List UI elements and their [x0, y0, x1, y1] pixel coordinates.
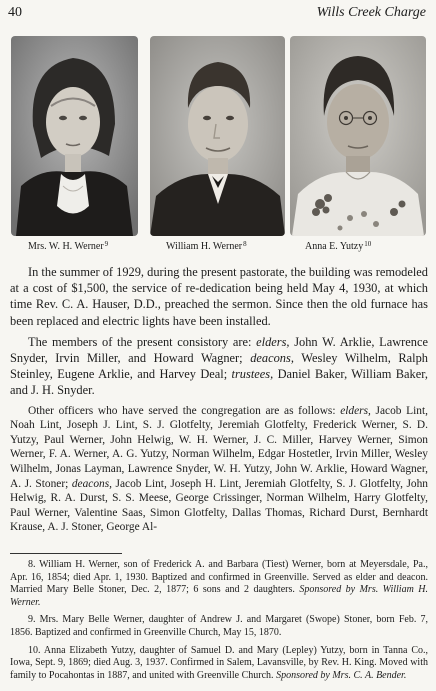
footnote-sponsor: Sponsored by Mrs. C. A. Bender. [276, 669, 407, 681]
role-label-trustees: trustees, [231, 367, 274, 382]
photo-caption-anna-yutzy [305, 240, 371, 252]
photo-caption-william-werner [166, 240, 247, 252]
paragraph-remodeling: In the summer of 1929, during the present pastorate, the building was remodeled at a cost of $1,500, the service of re-dedication being held May 4, 1930, at which time Rev. C. A. Hauser, D.D., preached the sermon. Since then the old furnace has been replaced and electric lights have been installed. [10, 265, 428, 328]
role-label-elders: elders, [256, 334, 290, 349]
body-text [10, 264, 428, 535]
portrait-william-werner [150, 36, 285, 236]
text-segment: John W. Arklie, Lawrence Snyder, Irvin Miller, and Howard Wagner; [10, 334, 428, 366]
footnote-9 [10, 614, 428, 639]
page-header [8, 5, 426, 25]
running-title: Wills Creek Charge [316, 5, 426, 20]
footnote-8 [10, 559, 428, 609]
footnote-text: 10. Anna Elizabeth Yutzy, daughter of Samuel D. and Mary (Lepley) Yutzy, born in Tanna Co., Iowa, Sept. 9, 1869; died Aug. 3, 1937. Confirmed in Salem, Lavansville, by Rev. H. King. Moved with family to Pocahontas in 1887, and united with Greenville Church. [10, 644, 428, 681]
paragraph-present-consistory [10, 334, 428, 399]
text-segment: Wesley Wilhelm, Ralph Steinley, Eugene Arklie, and Harvey Deal; [10, 351, 428, 382]
page-number: 40 [8, 5, 22, 20]
portrait-mrs-werner [11, 36, 138, 236]
footnote-text: 9. Mrs. Mary Belle Werner, daughter of Andrew J. and Margaret (Swope) Stoner, born Feb. 7, 1856. Baptized and confirmed in Greenville Church, May 15, 1870. [10, 614, 428, 638]
photo-caption-mrs-werner [28, 240, 108, 252]
role-label-deacons: deacons, [71, 477, 113, 490]
caption-text: Anna E. Yutzy [305, 241, 364, 252]
footnote-ref: 10 [364, 240, 372, 248]
caption-text: William H. Werner [166, 241, 243, 252]
text-segment: The members of the present consistory are: [28, 334, 257, 349]
role-label-elders: elders, [340, 404, 371, 417]
portrait-anna-yutzy [290, 36, 426, 236]
text-segment: Jacob Lint, Joseph H. Lint, Jeremiah Glotfelty, S. J. Glotfelty, John Helwig, R. A. Durst, S. S. Meese, George Crissinger, Norman Wilhelm, Harry Glotfelty, Paul Werner, Valentine Saas, Simon Glotfelty, Dallas Thomas, Richard Durst, Bernhardt Krause, A. J. Stoner, George Al- [10, 477, 428, 534]
footnote-10 [10, 645, 428, 683]
text-segment: Jacob Lint, Noah Lint, Joseph J. Lint, S. J. Glotfelty, Jeremiah Glotfelty, Frederick Werner, S. D. Yutzy, Paul Werner, John Helwig, W. H. Werner, J. C. Miller, Harvey Werner, Simon Werner, F. A. Werner, A. G. Yutzy, Norman Wilhelm, Edgar Hostetler, Irvin Miller, Wesley Wilhelm, Jonas Layman, Lawrence Snyder, W. H. Yutzy, John W. Arklie, Howard Wagner, A. J. Stoner; [10, 404, 428, 490]
footnote-ref: 8 [243, 240, 247, 248]
footnote-text: 8. William H. Werner, son of Frederick A. and Barbara (Tiest) Werner, born at Meyersdale, Pa., Apr. 16, 1854; died Apr. 1, 1930. Baptized and confirmed in Greenville. Served as elder and deacon. Married Mary Belle Stoner, Dec. 2, 1877; 6 sons and 2 daughters. [10, 559, 428, 596]
paragraph-other-officers [10, 404, 428, 535]
footnote-ref: 9 [104, 240, 109, 248]
role-label-deacons: deacons, [250, 351, 294, 366]
footnotes [10, 559, 428, 682]
text-segment: Daniel Baker, William Baker, and J. H. Snyder. [10, 367, 428, 398]
footnote-divider [10, 553, 122, 554]
text-segment: Other officers who have served the congregation are as follows: [28, 404, 341, 417]
footnote-sponsor: Sponsored by Mrs. William H. Werner. [10, 584, 428, 608]
caption-text: Mrs. W. H. Werner [28, 241, 104, 252]
